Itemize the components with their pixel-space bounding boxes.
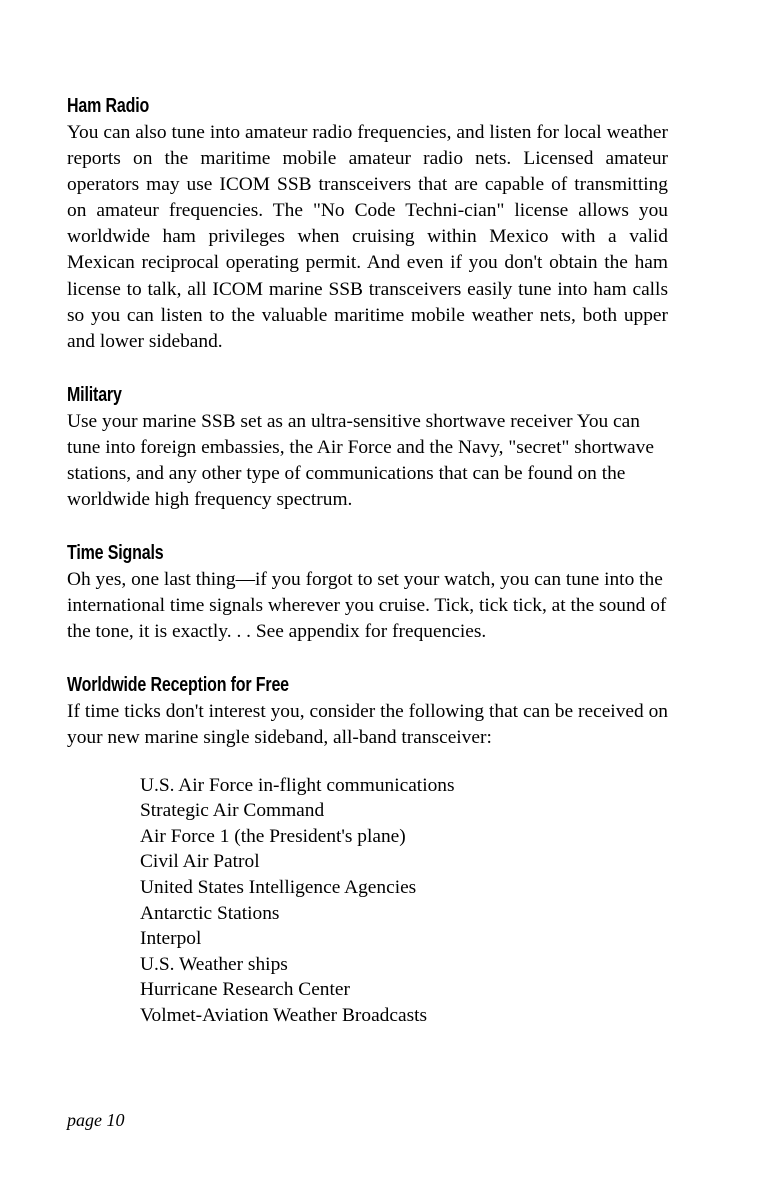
spacer-after-time-signals: [67, 646, 668, 675]
list-item: United States Intelligence Agencies: [140, 877, 417, 899]
section-heading-military: Military: [67, 383, 122, 406]
section-heading-ham-radio: Ham Radio: [67, 95, 150, 117]
list-item: Civil Air Patrol: [140, 851, 260, 873]
section-time-signals: [67, 543, 668, 645]
section-paragraph-time-signals: Oh yes, one last thing—if you forgot to set your watch, you can tune into the international time signals wherever you cruise. Tick, tick tick, at the sound of the tone, it is exactly. . . See appendix for frequencies.: [67, 569, 667, 643]
section-heading-worldwide-reception: Worldwide Reception for Free: [67, 673, 289, 696]
section-paragraph-worldwide-reception: If time ticks don't interest you, consider the following that can be received on your new marine single sideband, all-band transceiver:: [67, 700, 668, 748]
section-worldwide-reception: [67, 675, 668, 751]
list-item: Antarctic Stations: [140, 902, 280, 924]
section-ham-radio: [67, 96, 668, 355]
list-item: Air Force 1 (the President's plane): [140, 825, 406, 847]
section-paragraph-military: Use your marine SSB set as an ultra-sensitive shortwave receiver You can tune into foreign embassies, the Air Force and the Navy, "secret" shortwave stations, and any other type of communications that can be found on the worldwide high frequency spectrum.: [67, 410, 654, 511]
section-military: [67, 385, 668, 513]
list-item: U.S. Air Force in-flight communications: [140, 774, 455, 796]
list-item: Strategic Air Command: [140, 800, 325, 822]
page-content: [67, 96, 668, 1029]
section-paragraph-ham-radio: You can also tune into amateur radio frequencies, and listen for local weather reports on the maritime mobile amateur radio nets. Licensed amateur operators may use ICOM SSB transceivers that are capable of transmitting on amateur frequencies. The "No Code Techni-cian" license allows you worldwide ham privileges when cruising within Mexico with a valid Mexican reciprocal operating permit. And even if you don't obtain the ham license to talk, all ICOM marine SSB transceivers easily tune into ham calls so you can listen to the valuable maritime mobile weather nets, both upper and lower sideband.: [67, 122, 668, 352]
section-heading-time-signals: Time Signals: [67, 542, 164, 565]
list-item: U.S. Weather ships: [140, 953, 288, 975]
page-number: page 10: [67, 1110, 125, 1130]
reception-list: [67, 773, 668, 1029]
list-item: Hurricane Research Center: [140, 979, 350, 1001]
list-item: Volmet-Aviation Weather Broadcasts: [140, 1005, 428, 1027]
list-item: Interpol: [140, 928, 202, 950]
spacer-after-military: [67, 513, 668, 543]
spacer-after-ham-radio: [67, 355, 668, 385]
